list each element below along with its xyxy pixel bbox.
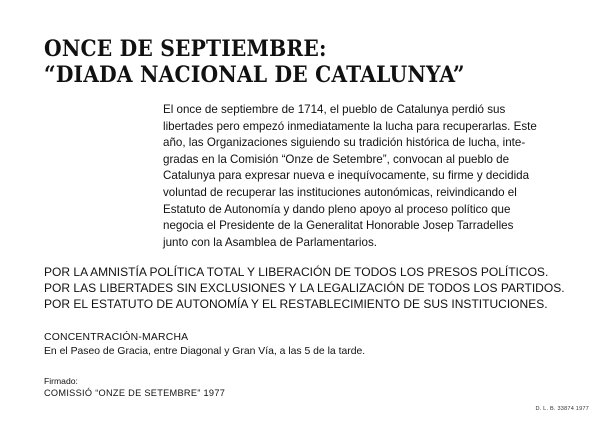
- title-line-2: “DIADA NACIONAL DE CATALUNYA”: [44, 62, 465, 88]
- title-line-1: ONCE DE SEPTIEMBRE:: [44, 36, 327, 62]
- event-title: CONCENTRACIÓN-MARCHA: [44, 332, 189, 343]
- slogan-amnesty: POR LA AMNISTÍA POLÍTICA TOTAL Y LIBERACIÓN DE TODOS LOS PRESOS POLÍTICOS.: [44, 265, 549, 279]
- body-line: libertades pero empezó inmediatamente la lucha para recuperarlas. Este: [163, 119, 537, 133]
- slogan-freedoms: POR LAS LIBERTADES SIN EXCLUSIONES Y LA LEGALIZACIÓN DE TODOS LOS PARTIDOS.: [44, 281, 565, 295]
- event-info: [44, 331, 365, 359]
- page-title: [44, 36, 465, 88]
- body-line: negocia el Presidente de la Generalitat Honorable Josep Tarradelles: [163, 219, 514, 233]
- body-line: gradas en la Comisión “Onze de Setembre”, convocan al pueblo de: [163, 152, 510, 166]
- event-details: En el Paseo de Gracia, entre Diagonal y Gran Vía, a las 5 de la tarde.: [44, 346, 366, 357]
- signature-name: COMISSIÓ “ONZE DE SETEMBRE” 1977: [44, 388, 226, 398]
- signature-label: Firmado:: [44, 376, 78, 386]
- slogan-statute: POR EL ESTATUTO DE AUTONOMÍA Y EL RESTABLECIMIENTO DE SUS INSTITUCIONES.: [44, 297, 548, 311]
- body-line: Catalunya para expresar nueva e inequívocamente, su firme y decidida: [163, 169, 530, 183]
- body-line: Estatuto de Autonomía y dando pleno apoyo al proceso político que: [163, 202, 511, 216]
- signature-block: [44, 376, 225, 399]
- body-line: junto con la Asamblea de Parlamentarios.: [163, 235, 377, 249]
- body-paragraph: [163, 102, 575, 251]
- body-line: voluntad de recuperar las instituciones autonómicas, reivindicando el: [163, 185, 517, 199]
- body-line: año, las Organizaciones siguiendo su tradición histórica de lucha, inte-: [163, 136, 526, 150]
- body-line: El once de septiembre de 1714, el pueblo de Catalunya perdió sus: [163, 103, 506, 116]
- legal-deposit: D. L. B. 33874 1977: [535, 406, 589, 412]
- slogans-block: [44, 264, 565, 312]
